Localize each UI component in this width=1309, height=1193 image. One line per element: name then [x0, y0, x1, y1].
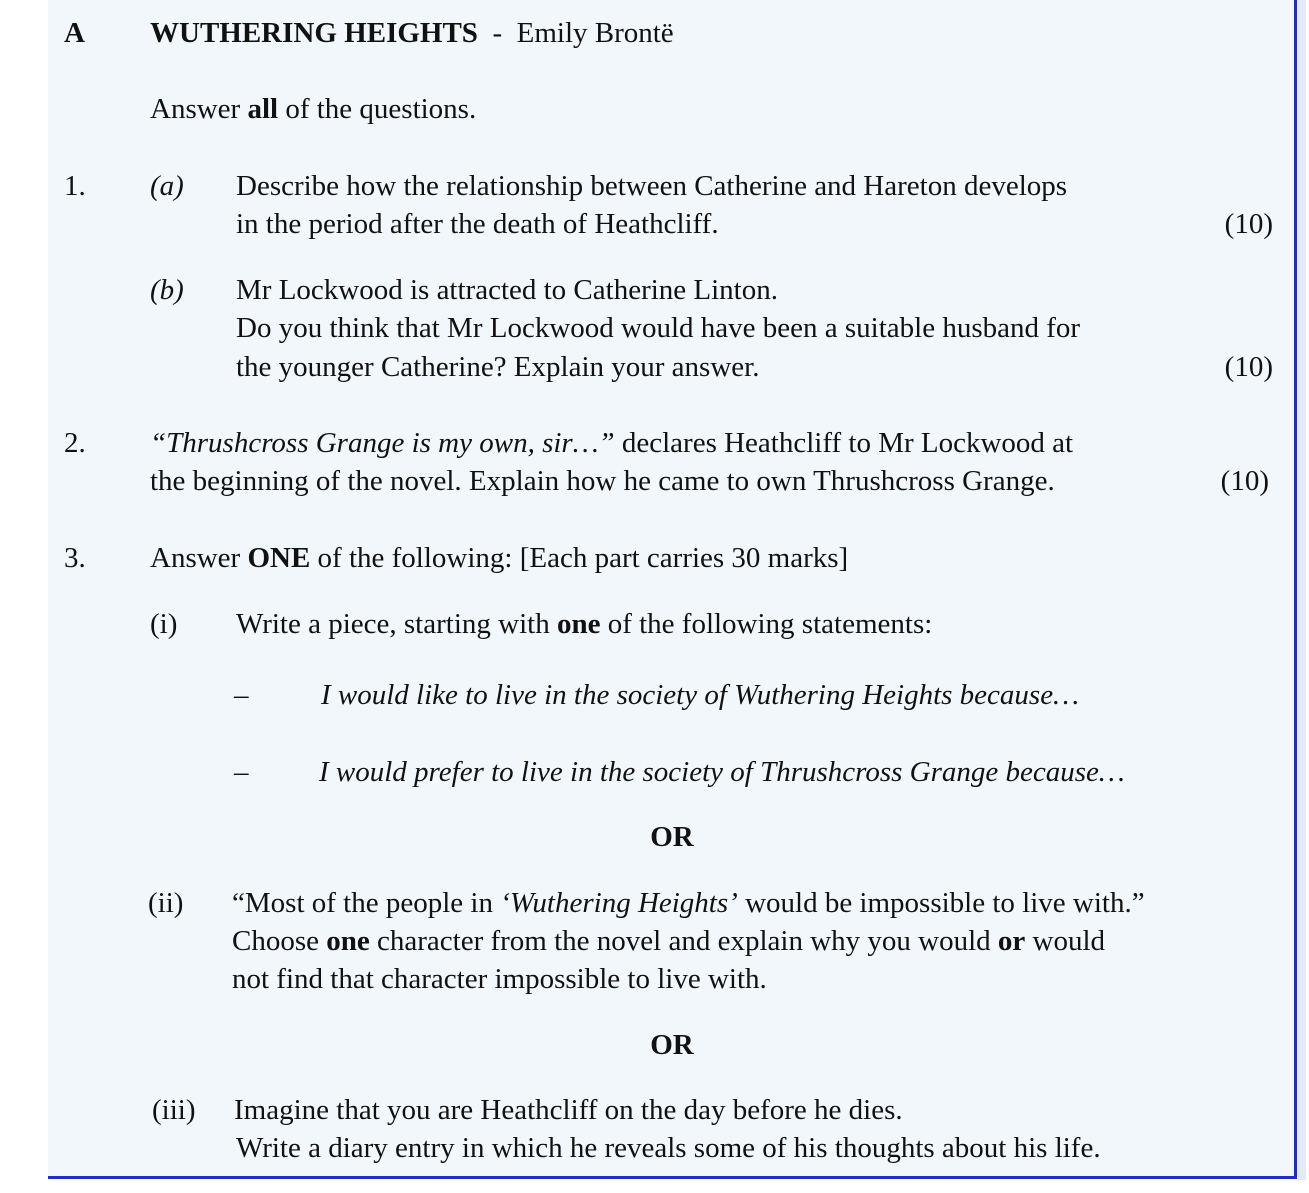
- option-ii-line: [232, 924, 1105, 958]
- question-1a-label: (a): [150, 170, 184, 202]
- question-2-line: [150, 426, 1073, 460]
- question-2-marks: (10): [1220, 465, 1269, 497]
- bullet-statement: I would prefer to live in the society of Thrushcross Grange because…: [319, 756, 1125, 788]
- option-i-text: [236, 607, 932, 641]
- option-ii-l2-bold2: or: [997, 925, 1026, 957]
- question-1b-label: (b): [150, 274, 184, 306]
- question-1a-marks: (10): [1224, 208, 1273, 240]
- question-1a-line: in the period after the death of Heathcliff.: [236, 208, 719, 240]
- question-1b-line: Do you think that Mr Lockwood would have been a suitable husband for: [236, 312, 1081, 344]
- title-dash: -: [492, 17, 503, 49]
- question-1-number: 1.: [64, 170, 86, 202]
- instruction-pre: Answer: [150, 93, 241, 125]
- or-divider: OR: [650, 821, 694, 853]
- section-title: WUTHERING HEIGHTS: [150, 17, 478, 49]
- page-shadow: [1297, 0, 1306, 1180]
- question-1a-line: Describe how the relationship between Catherine and Hareton develops: [236, 170, 1068, 202]
- bullet-dash: –: [234, 679, 249, 711]
- option-i-post: of the following statements:: [607, 608, 933, 640]
- question-2-line1-rest: declares Heathcliff to Mr Lockwood at: [621, 427, 1074, 459]
- option-ii-l2-bold1: one: [326, 925, 370, 957]
- bullet-dash: –: [234, 756, 249, 788]
- section-letter: A: [64, 17, 85, 49]
- section-heading: [150, 16, 674, 50]
- option-ii-line: [232, 886, 1145, 920]
- or-divider: OR: [650, 1029, 694, 1061]
- option-ii-l2-post: would: [1032, 925, 1106, 957]
- question-1b-marks: (10): [1224, 351, 1273, 383]
- question-3-number: 3.: [64, 542, 86, 574]
- question-2-number: 2.: [64, 427, 86, 459]
- q3-intro-bold: ONE: [247, 542, 311, 574]
- option-ii-l2-pre: Choose: [232, 925, 319, 957]
- question-1b-line: Mr Lockwood is attracted to Catherine Linton.: [236, 274, 778, 306]
- q3-intro-pre: Answer: [150, 542, 241, 574]
- option-ii-l1-italic: ‘Wuthering Heights’: [500, 887, 738, 919]
- bullet-statement: I would like to live in the society of Wuthering Heights because…: [321, 679, 1079, 711]
- option-i-bold: one: [556, 608, 601, 640]
- option-ii-l2-mid: character from the novel and explain why you would: [377, 925, 991, 957]
- option-iii-line: Write a diary entry in which he reveals some of his thoughts about his life.: [236, 1132, 1101, 1164]
- option-i-label: (i): [150, 608, 178, 640]
- option-iii-line: Imagine that you are Heathcliff on the day before he dies.: [234, 1094, 903, 1126]
- option-ii-l1-pre: “Most of the people in: [232, 887, 493, 919]
- option-iii-label: (iii): [152, 1094, 196, 1126]
- author-name: Emily Brontë: [516, 17, 674, 49]
- option-ii-label: (ii): [148, 887, 184, 919]
- instruction-bold: all: [247, 93, 279, 125]
- question-2-quote: “Thrushcross Grange is my own, sir…”: [150, 427, 615, 459]
- question-1b-line: the younger Catherine? Explain your answer.: [236, 351, 760, 383]
- question-2-line: the beginning of the novel. Explain how he came to own Thrushcross Grange.: [150, 465, 1055, 497]
- question-3-intro: [150, 541, 848, 575]
- instruction-post: of the questions.: [285, 93, 477, 125]
- option-ii-line: not find that character impossible to live with.: [232, 963, 767, 995]
- option-ii-l1-post: would be impossible to live with.”: [745, 887, 1145, 919]
- option-i-pre: Write a piece, starting with: [236, 608, 550, 640]
- q3-intro-post: of the following: [Each part carries 30 marks]: [317, 542, 849, 574]
- instruction-line: [150, 92, 476, 126]
